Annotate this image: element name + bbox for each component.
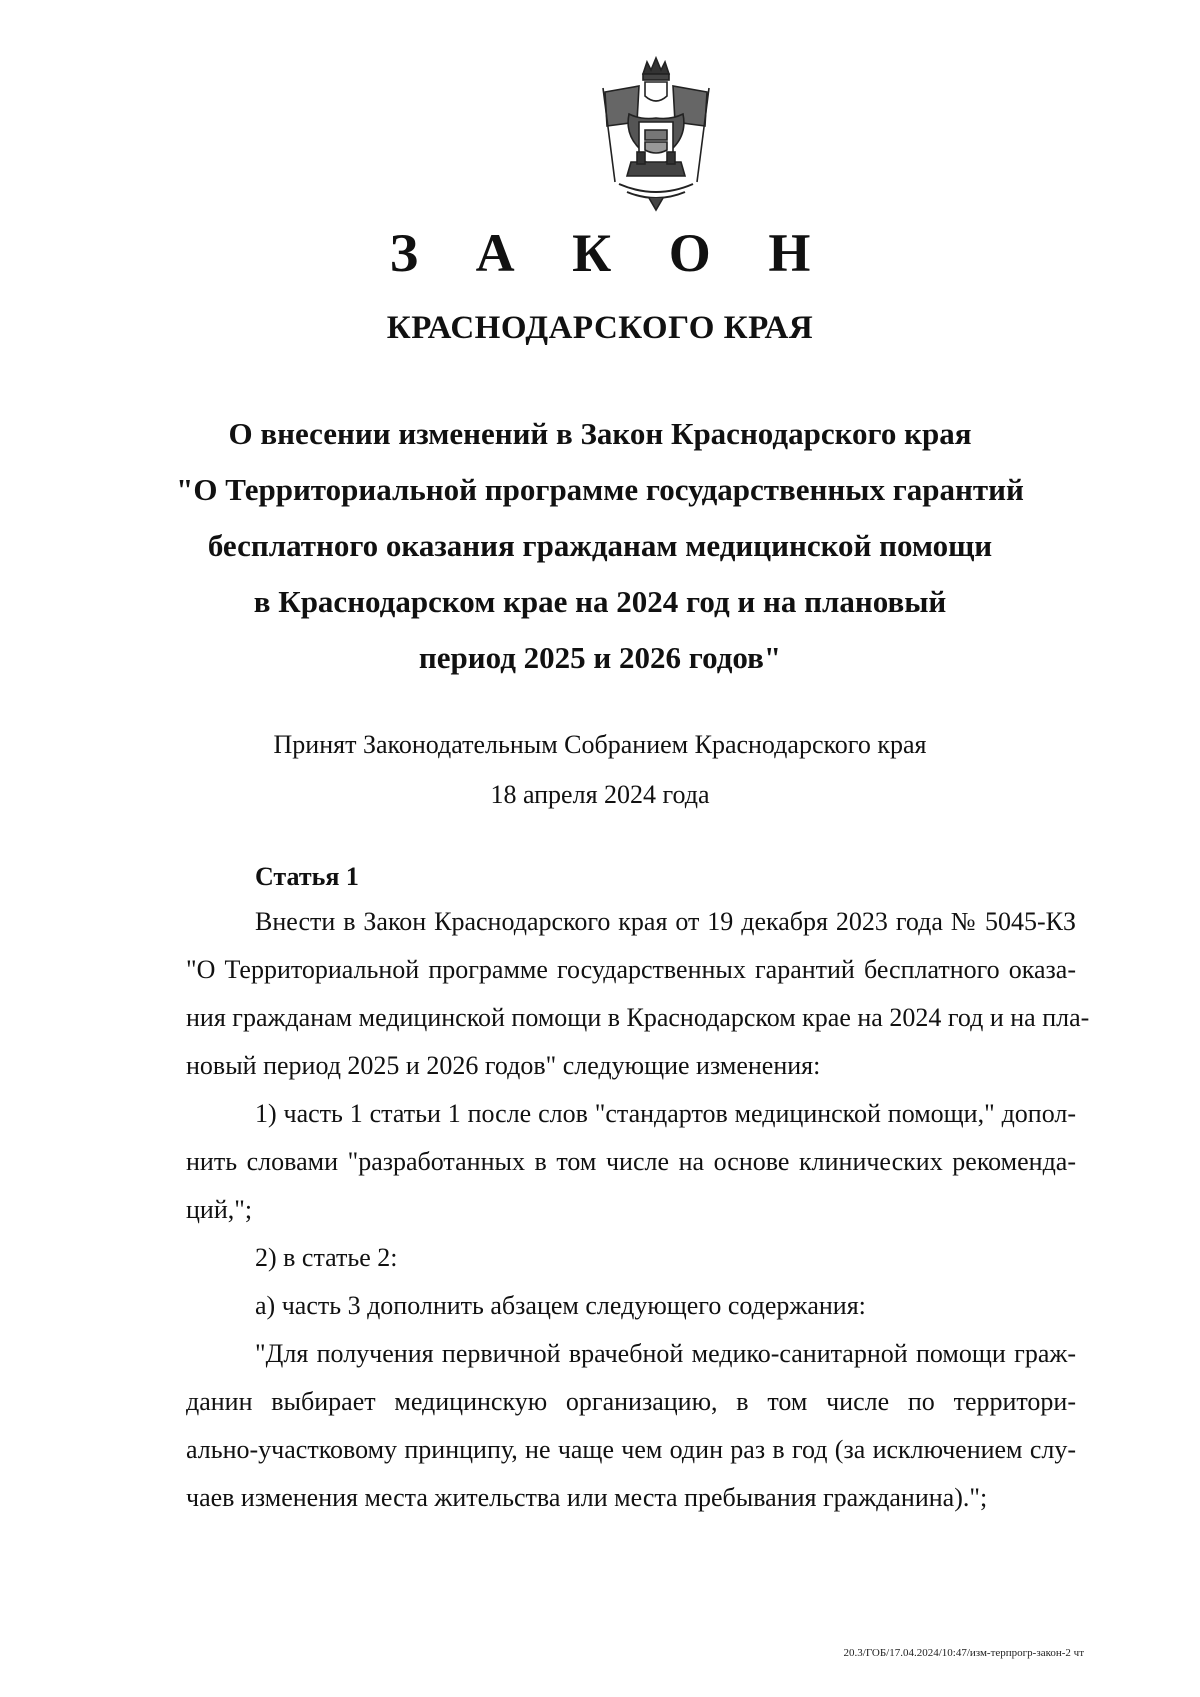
article-body <box>186 898 1090 1522</box>
paragraph-line: новый период 2025 и 2026 годов" следующие изменения: <box>186 1051 821 1080</box>
article-title: Статья 1 <box>255 862 359 891</box>
law-heading-line: период 2025 и 2026 годов" <box>418 640 782 675</box>
paragraph <box>186 1282 1076 1330</box>
adoption-date: 18 апреля 2024 года <box>490 780 710 809</box>
paragraph <box>186 1330 1076 1522</box>
law-heading-line: в Краснодарском крае на 2024 год и на плановый <box>253 584 947 619</box>
paragraph <box>186 1090 1076 1234</box>
adoption-note-line: Принят Законодательным Собранием Краснодарского края <box>273 730 927 759</box>
paragraph-line: ций,"; <box>186 1195 253 1224</box>
coat-of-arms-emblem <box>593 52 719 212</box>
paragraph-line: 1) часть 1 статьи 1 после слов "стандартов медицинской помощи," допол- <box>255 1099 1076 1128</box>
law-heading-line: "О Территориальной программе государственных гарантий <box>176 472 1024 507</box>
paragraph-line: чаев изменения места жительства или места пребывания гражданина)."; <box>186 1483 988 1512</box>
paragraph-line: 2) в статье 2: <box>255 1243 398 1272</box>
paragraph <box>186 898 1090 1090</box>
law-heading-line: бесплатного оказания гражданам медицинской помощи <box>207 528 993 563</box>
paragraph-line: ально-участковому принципу, не чаще чем один раз в год (за исключением слу- <box>186 1435 1076 1464</box>
paragraph-line: а) часть 3 дополнить абзацем следующего содержания: <box>255 1291 866 1320</box>
paragraph-line: Внести в Закон Краснодарского края от 19 декабря 2023 года № 5045-КЗ <box>255 907 1076 936</box>
document-subtitle: КРАСНОДАРСКОГО КРАЯ <box>386 310 814 346</box>
paragraph-line: "О Территориальной программе государственных гарантий бесплатного оказа- <box>186 955 1076 984</box>
footer-document-code: 20.3/ГОБ/17.04.2024/10:47/изм-терпрогр-закон-2 чт <box>843 1647 1084 1659</box>
paragraph-line: ния гражданам медицинской помощи в Краснодарском крае на 2024 год и на пла- <box>186 1003 1090 1032</box>
paragraph-line: нить словами "разработанных в том числе на основе клинических рекоменда- <box>186 1147 1076 1176</box>
paragraph <box>186 1234 1076 1282</box>
adoption-note <box>150 720 1050 820</box>
paragraph-line: "Для получения первичной врачебной медико-санитарной помощи граж- <box>255 1339 1076 1368</box>
paragraph-line: данин выбирает медицинскую организацию, в том числе по территори- <box>186 1387 1076 1416</box>
document-title: З А К О Н <box>389 223 833 283</box>
law-heading <box>170 406 1030 686</box>
law-heading-line: О внесении изменений в Закон Краснодарского края <box>228 416 972 451</box>
